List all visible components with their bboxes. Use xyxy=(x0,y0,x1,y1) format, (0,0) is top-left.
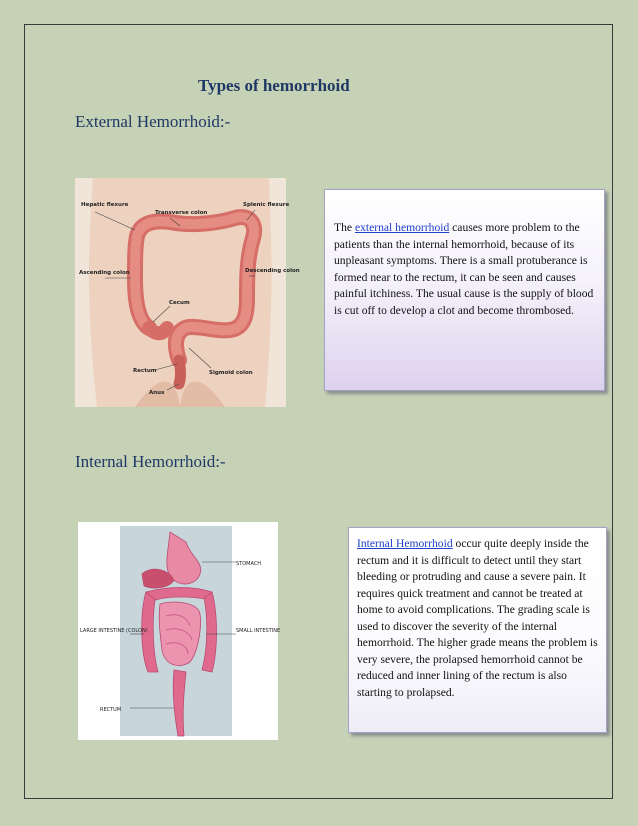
internal-hemorrhoid-text: occur quite deeply inside the rectum and it is difficult to detect until they start bleeding or protruding and cause a severe pain. It requires quick treatment and cannot be treated at home to avoid complications. The grading scale is used to discover the severity of the internal hemorrhoid. The higher grade means the problem is very severe, the prolapsed hemorrhoid cannot be reduced and inner lining of the rectum is also starting to prolapsed. xyxy=(357,537,598,699)
internal-hemorrhoid-heading: Internal Hemorrhoid:- xyxy=(75,452,226,471)
internal-hemorrhoid-description xyxy=(357,536,600,701)
label-sigmoid-colon: Sigmoid colon xyxy=(209,370,253,376)
label-small-intestine: SMALL INTESTINE xyxy=(236,628,281,634)
digestive-system-image xyxy=(78,522,281,740)
label-large-intestine: LARGE INTESTINE (COLON) xyxy=(80,628,148,634)
external-hemorrhoid-link[interactable]: external hemorrhoid xyxy=(354,221,450,234)
label-transverse-colon: Transverse colon xyxy=(155,210,208,216)
internal-hemorrhoid-callout xyxy=(348,527,607,733)
external-hemorrhoid-text: causes more problem to the patients than the internal hemorrhoid, because of its unpleasant symptoms. There is a small protuberance is formed near to the rectum, it can be seen and causes painful itchiness. The usual cause is the supply of blood is cut off to develop a clot and become thrombosed. xyxy=(334,221,594,317)
label-splenic-flexure: Splenic flexure xyxy=(243,202,290,208)
label-descending-colon: Descending colon xyxy=(245,268,300,274)
external-hemorrhoid-description xyxy=(334,220,598,319)
label-ascending-colon: Ascending colon xyxy=(79,270,130,276)
label-stomach: STOMACH xyxy=(236,561,262,567)
label-rectum-internal: RECTUM xyxy=(100,707,122,713)
callout-lead-text: The xyxy=(334,221,355,234)
external-hemorrhoid-heading: External Hemorrhoid:- xyxy=(75,112,231,131)
external-hemorrhoid-callout xyxy=(324,189,605,391)
internal-hemorrhoid-link[interactable]: Internal Hemorrhoid xyxy=(357,537,453,550)
document-title: Types of hemorrhoid xyxy=(198,76,350,95)
label-cecum: Cecum xyxy=(169,300,190,306)
colon-anatomy-image xyxy=(75,178,300,407)
label-hepatic-flexure: Hepatic flexure xyxy=(81,202,129,208)
label-rectum: Rectum xyxy=(133,368,157,374)
label-anus: Anus xyxy=(149,390,165,396)
